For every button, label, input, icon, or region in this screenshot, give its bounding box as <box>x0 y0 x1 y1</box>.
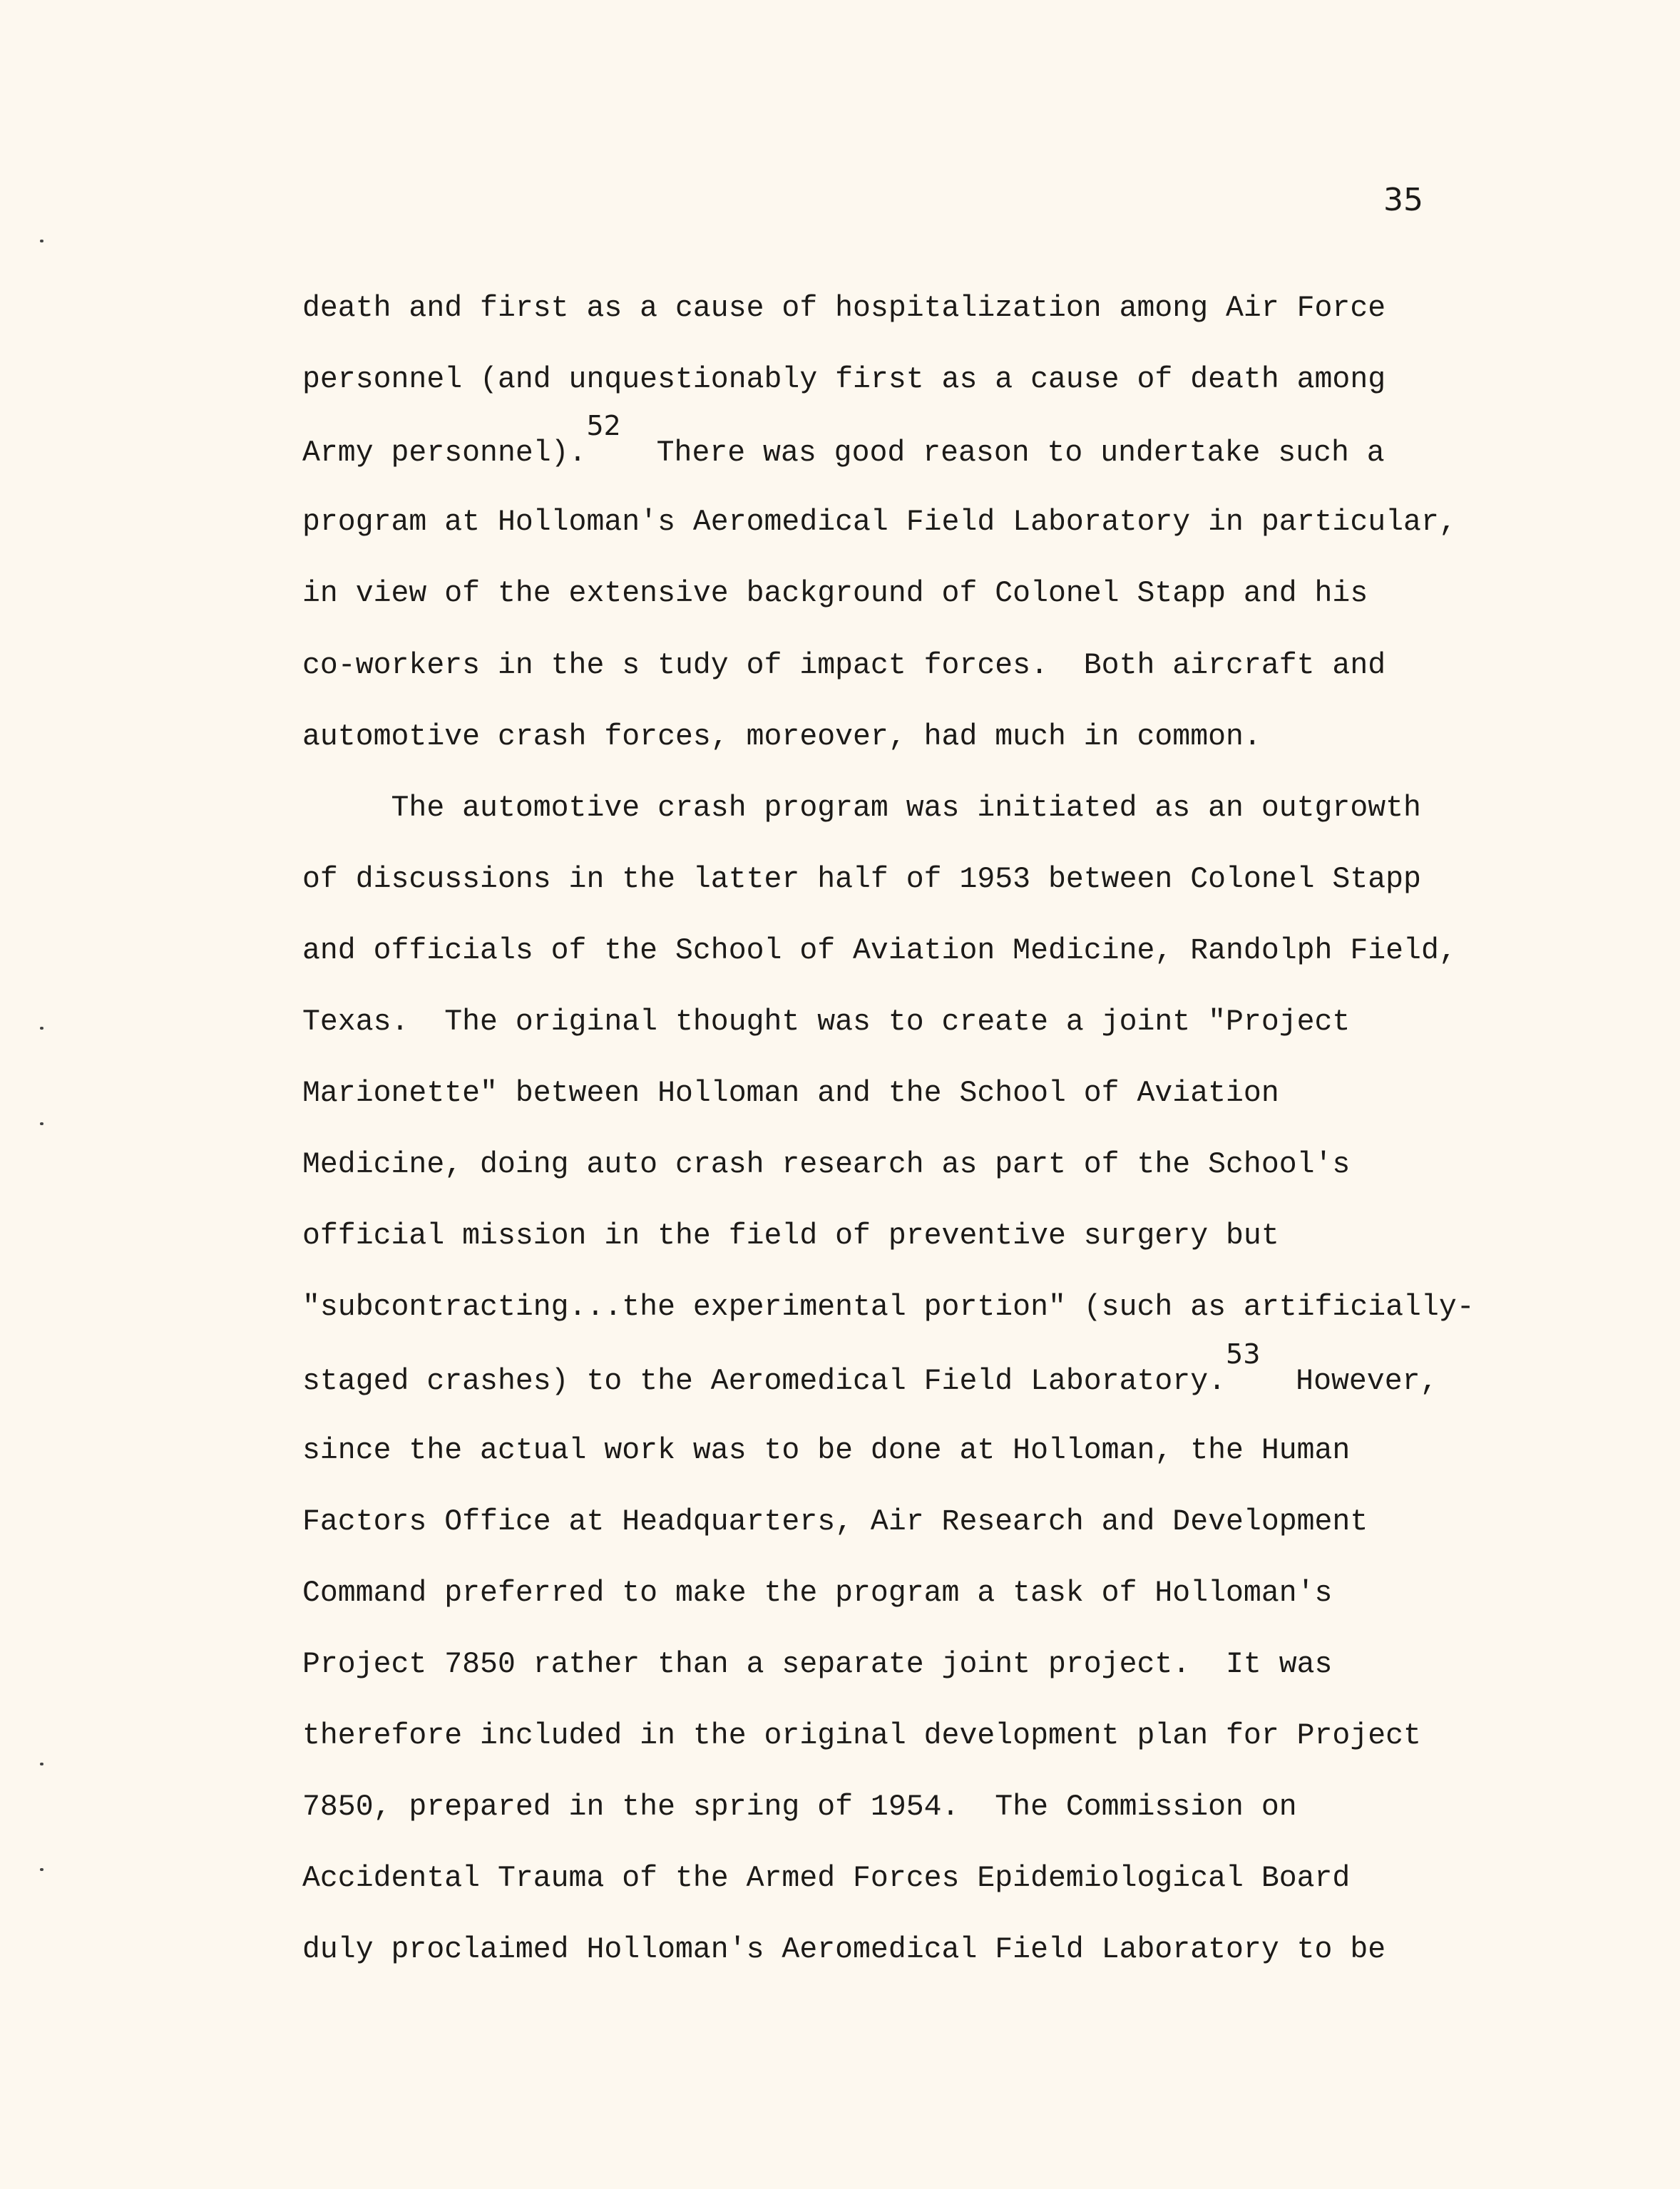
margin-mark <box>40 240 43 242</box>
text-segment: death and first as a cause of hospitalization among Air Force <box>302 292 1386 325</box>
text-line <box>302 791 1421 826</box>
text-line <box>302 1647 1332 1683</box>
text-segment: program at Holloman's Aeromedical Field Laboratory in particular, <box>302 506 1457 540</box>
text-line <box>302 862 1421 898</box>
text-segment: Accidental Trauma of the Armed Forces Epidemiological Board <box>302 1862 1351 1896</box>
text-line <box>302 1861 1350 1897</box>
text-line <box>302 1338 1438 1400</box>
text-line <box>302 1790 1297 1825</box>
margin-mark <box>40 1868 43 1871</box>
margin-mark <box>40 1763 43 1765</box>
text-segment: Texas. The original thought was to create a joint "Project <box>302 1005 1351 1039</box>
text-line <box>302 1290 1475 1326</box>
text-segment: Army personnel). <box>302 436 587 471</box>
text-line <box>302 1718 1421 1754</box>
text-line <box>302 1219 1279 1254</box>
text-segment: since the actual work was to be done at Holloman, the Human <box>302 1433 1351 1467</box>
text-segment: The automotive crash program was initiated as an outgrowth <box>302 791 1421 825</box>
text-line <box>302 1932 1386 1968</box>
text-segment: personnel (and unquestionably first as a cause of death among <box>302 363 1386 397</box>
footnote-reference: 53 <box>1226 1338 1261 1370</box>
text-line <box>302 505 1457 540</box>
text-line <box>302 1147 1350 1183</box>
margin-mark <box>40 1122 43 1125</box>
text-line <box>302 291 1386 327</box>
text-segment: Factors Office at Headquarters, Air Research and Development <box>302 1504 1368 1539</box>
text-segment: 7850, prepared in the spring of 1954. The Commission on <box>302 1790 1297 1825</box>
text-segment: However, <box>1260 1364 1438 1398</box>
text-segment: Medicine, doing auto crash research as part of the School's <box>302 1148 1351 1182</box>
text-line <box>302 410 1385 471</box>
text-line <box>302 1076 1279 1112</box>
text-segment: co-workers in the s tudy of impact forces. Both aircraft and <box>302 648 1386 682</box>
margin-mark <box>40 1027 43 1030</box>
text-segment: official mission in the field of preventive surgery but <box>302 1219 1279 1254</box>
text-segment: in view of the extensive background of Colonel Stapp and his <box>302 577 1368 611</box>
text-line <box>302 719 1261 755</box>
text-line <box>302 648 1386 684</box>
text-line <box>302 933 1457 969</box>
text-segment: There was good reason to undertake such a <box>620 436 1385 471</box>
text-segment: "subcontracting...the experimental portion" (such as artificially- <box>302 1291 1475 1325</box>
text-segment: Project 7850 rather than a separate joint project. It was <box>302 1647 1333 1681</box>
text-segment: and officials of the School of Aviation Medicine, Randolph Field, <box>302 933 1457 968</box>
text-segment: Command preferred to make the program a task of Holloman's <box>302 1576 1333 1610</box>
text-segment: automotive crash forces, moreover, had much in common. <box>302 719 1261 754</box>
text-line <box>302 1576 1332 1611</box>
text-segment: Marionette" between Holloman and the School of Aviation <box>302 1077 1279 1111</box>
text-segment: of discussions in the latter half of 1953 between Colonel Stapp <box>302 862 1421 896</box>
text-segment: therefore included in the original development plan for Project <box>302 1719 1421 1753</box>
page-number: 35 <box>1383 182 1423 218</box>
text-segment: staged crashes) to the Aeromedical Field Laboratory. <box>302 1364 1226 1398</box>
text-line <box>302 1005 1350 1040</box>
footnote-reference: 52 <box>586 410 621 442</box>
text-line <box>302 1433 1350 1469</box>
text-line <box>302 1504 1368 1540</box>
text-line <box>302 576 1368 612</box>
text-segment: duly proclaimed Holloman's Aeromedical Field Laboratory to be <box>302 1933 1386 1967</box>
text-line <box>302 362 1386 398</box>
